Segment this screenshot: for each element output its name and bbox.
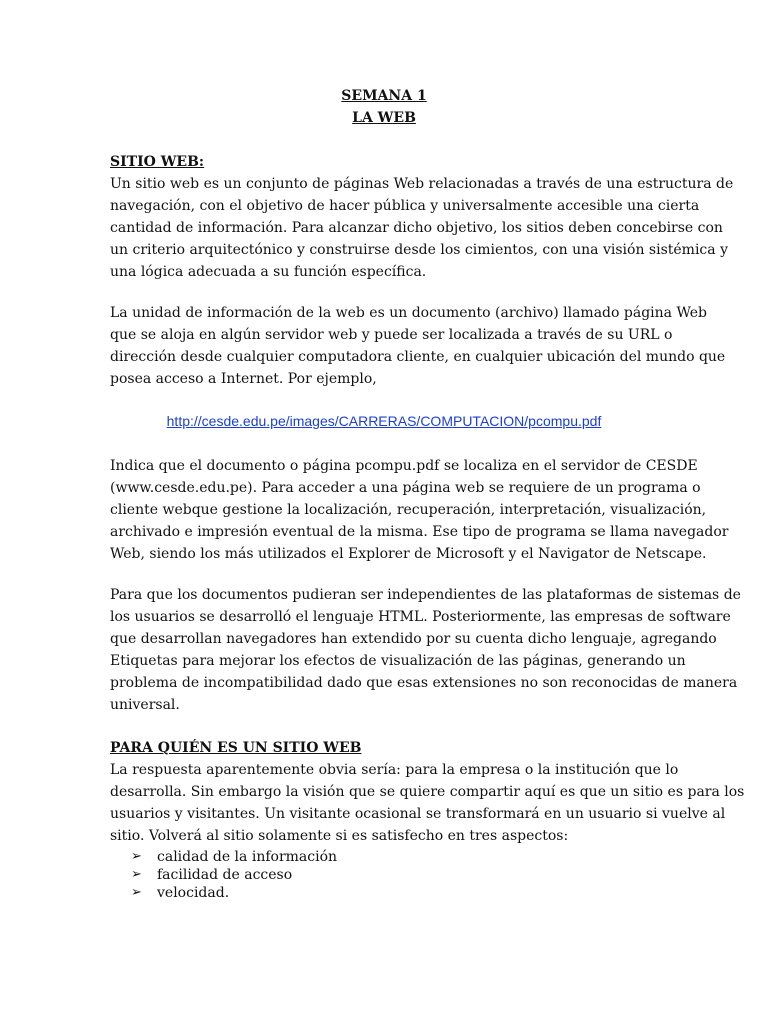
paragraph-line: problema de incompatibilidad dado que esas extensiones no son reconocidas de manera: [110, 675, 738, 691]
arrow-bullet-icon: ➢: [131, 849, 142, 864]
paragraph-line: archivado e impresión eventual de la misma. Ese tipo de programa se llama navegador: [110, 524, 729, 540]
paragraph-line: usuarios y visitantes. Un visitante ocasional se transformará en un usuario si vuelve al: [110, 806, 726, 822]
paragraph-line: que se aloja en algún servidor web y puede ser localizada a través de su URL o: [110, 327, 673, 343]
arrow-bullet-icon: ➢: [131, 885, 142, 900]
paragraph-line: cantidad de información. Para alcanzar dicho objetivo, los sitios deben concebirse con: [110, 220, 723, 236]
paragraph-line: Para que los documentos pudieran ser independientes de las plataformas de sistemas de: [110, 587, 741, 603]
paragraph-line: cliente webque gestione la localización, recuperación, interpretación, visualización,: [110, 502, 707, 518]
arrow-bullet-icon: ➢: [131, 867, 142, 882]
paragraph-line: La respuesta aparentemente obvia sería: para la empresa o la institución que lo: [110, 762, 679, 778]
paragraph-line: desarrolla. Sin embargo la visión que se quiere compartir aquí es que un sitio es para los: [110, 784, 745, 800]
paragraph-line: (www.cesde.edu.pe). Para acceder a una página web se requiere de un programa o: [110, 480, 701, 496]
paragraph-line: Etiquetas para mejorar los efectos de visualización de las páginas, generando un: [110, 653, 686, 669]
topic-title: LA WEB: [352, 110, 416, 126]
week-title: SEMANA 1: [341, 88, 427, 104]
link-wrapper: [0, 413, 768, 430]
paragraph-line: navegación, con el objetivo de hacer pública y universalmente accesible una cierta: [110, 198, 700, 214]
paragraph-line: sitio. Volverá al sitio solamente si es satisfecho en tres aspectos:: [110, 828, 569, 844]
pdf-link[interactable]: http://cesde.edu.pe/images/CARRERAS/COMPUTACION/pcompu.pdf: [166, 413, 602, 429]
section-heading-para-quien: PARA QUIÉN ES UN SITIO WEB: [110, 740, 362, 756]
paragraph-line: Web, siendo los más utilizados el Explorer de Microsoft y el Navigator de Netscape.: [110, 546, 707, 562]
paragraph-line: una lógica adecuada a su función específica.: [110, 264, 427, 280]
paragraph-line: un criterio arquitectónico y construirse desde los cimientos, con una visión sistémica y: [110, 242, 728, 258]
list-item: facilidad de acceso: [157, 867, 293, 883]
paragraph-line: Un sitio web es un conjunto de páginas Web relacionadas a través de una estructura de: [110, 176, 734, 192]
paragraph-line: los usuarios se desarrolló el lenguaje HTML. Posteriormente, las empresas de software: [110, 609, 731, 625]
paragraph-line: posea acceso a Internet. Por ejemplo,: [110, 371, 377, 387]
paragraph-line: Indica que el documento o página pcompu.pdf se localiza en el servidor de CESDE: [110, 458, 698, 474]
list-item: calidad de la información: [157, 849, 338, 865]
paragraph-line: La unidad de información de la web es un documento (archivo) llamado página Web: [110, 305, 707, 321]
list-item: velocidad.: [157, 885, 230, 901]
section-heading-sitio-web: SITIO WEB:: [110, 154, 205, 170]
paragraph-line: que desarrollan navegadores han extendido por su cuenta dicho lenguaje, agregando: [110, 631, 717, 647]
paragraph-line: universal.: [110, 697, 180, 713]
paragraph-line: dirección desde cualquier computadora cliente, en cualquier ubicación del mundo que: [110, 349, 726, 365]
